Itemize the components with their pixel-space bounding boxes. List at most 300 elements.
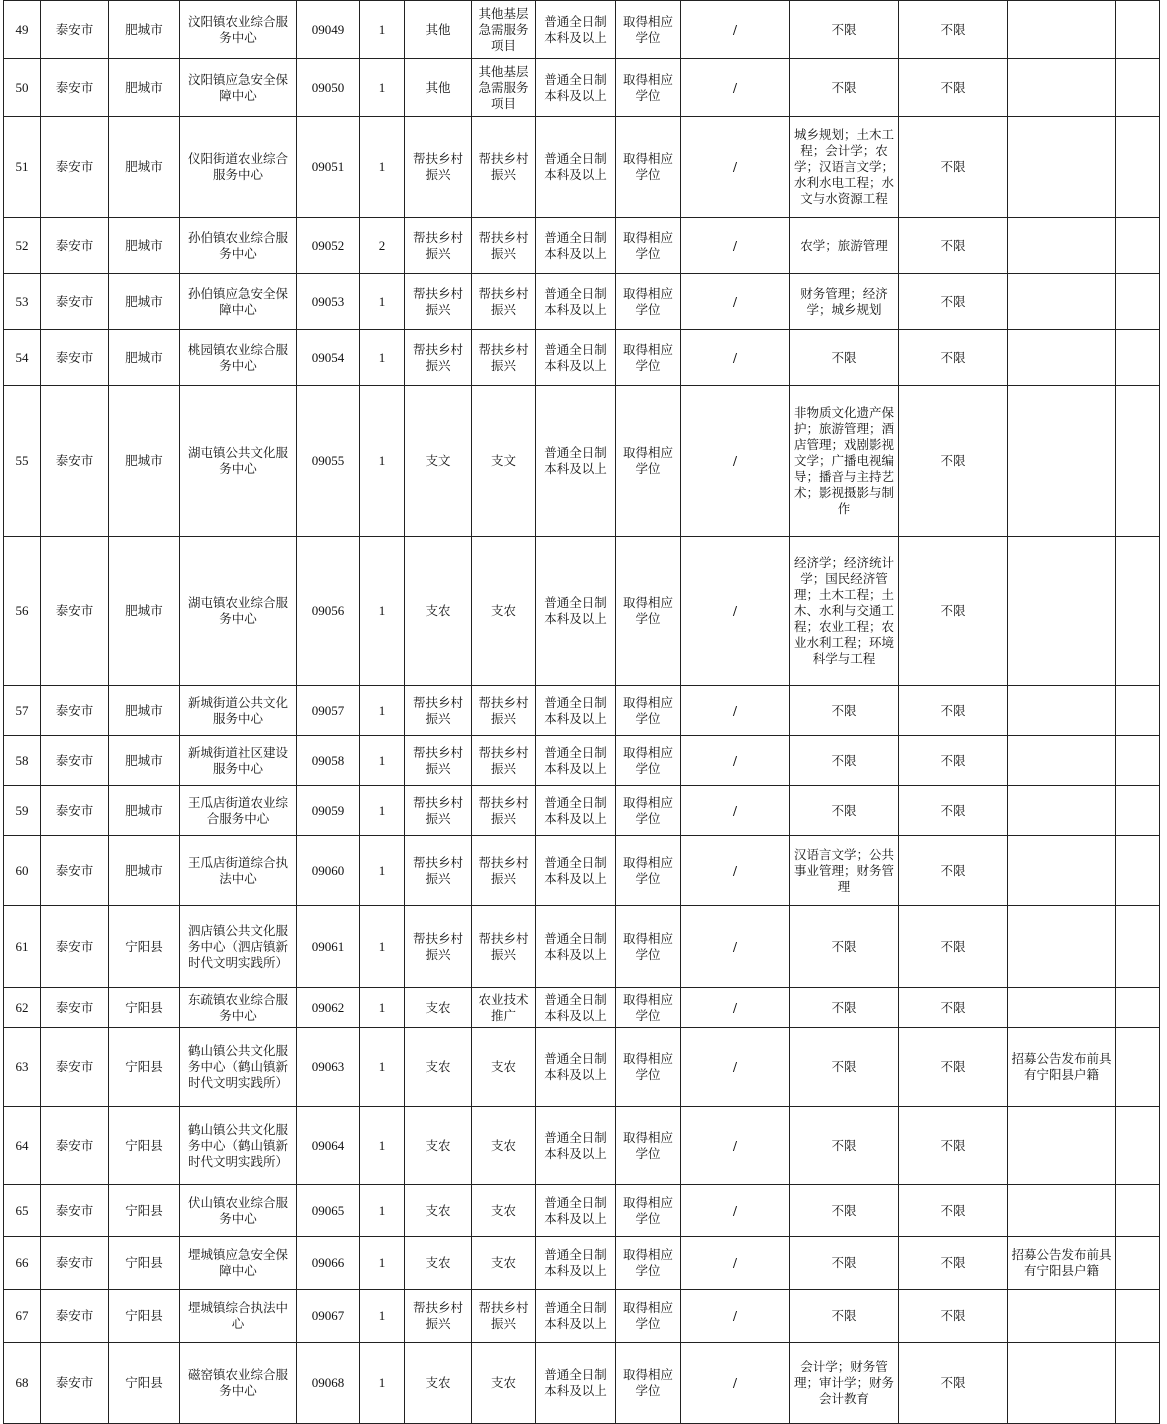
unit-cell: 泗店镇公共文化服务中心（泗店镇新时代文明实践所） xyxy=(180,906,297,988)
blank-cell xyxy=(1116,330,1160,386)
post-name-cell: 帮扶乡村振兴 xyxy=(472,786,536,836)
degree-cell: 取得相应学位 xyxy=(616,274,681,330)
city-cell: 泰安市 xyxy=(41,218,109,274)
unit-cell: 汶阳镇应急安全保障中心 xyxy=(180,59,297,117)
note-cell xyxy=(1008,386,1116,537)
other-requirement-cell: 不限 xyxy=(899,836,1008,906)
row-number: 65 xyxy=(4,1185,41,1237)
post-type-cell: 帮扶乡村振兴 xyxy=(405,274,472,330)
degree-cell: 取得相应学位 xyxy=(616,1237,681,1290)
note-cell xyxy=(1008,1290,1116,1343)
post-type-cell: 支农 xyxy=(405,988,472,1028)
table-row xyxy=(4,537,1160,686)
slash-cell: / xyxy=(681,736,790,786)
county-cell: 宁阳县 xyxy=(109,1343,180,1424)
blank-cell xyxy=(1116,1,1160,59)
table-row xyxy=(4,1185,1160,1237)
post-type-cell: 帮扶乡村振兴 xyxy=(405,1290,472,1343)
note-cell xyxy=(1008,988,1116,1028)
city-cell: 泰安市 xyxy=(41,1,109,59)
other-requirement-cell: 不限 xyxy=(899,1290,1008,1343)
note-cell: 招募公告发布前具有宁阳县户籍 xyxy=(1008,1028,1116,1107)
other-requirement-cell: 不限 xyxy=(899,1185,1008,1237)
row-number: 60 xyxy=(4,836,41,906)
unit-cell: 新城街道社区建设服务中心 xyxy=(180,736,297,786)
city-cell: 泰安市 xyxy=(41,330,109,386)
county-cell: 肥城市 xyxy=(109,537,180,686)
major-cell: 经济学；经济统计学；国民经济管理；土木工程；土木、水利与交通工程；农业工程；农业水利工程；环境科学与工程 xyxy=(790,537,899,686)
county-cell: 肥城市 xyxy=(109,686,180,736)
row-number: 51 xyxy=(4,117,41,218)
slash-cell: / xyxy=(681,1185,790,1237)
row-number: 57 xyxy=(4,686,41,736)
education-cell: 普通全日制本科及以上 xyxy=(536,736,616,786)
headcount-cell: 1 xyxy=(360,1290,405,1343)
city-cell: 泰安市 xyxy=(41,988,109,1028)
post-code-cell: 09068 xyxy=(297,1343,360,1424)
education-cell: 普通全日制本科及以上 xyxy=(536,537,616,686)
other-requirement-cell: 不限 xyxy=(899,274,1008,330)
blank-cell xyxy=(1116,736,1160,786)
headcount-cell: 1 xyxy=(360,59,405,117)
post-name-cell: 帮扶乡村振兴 xyxy=(472,274,536,330)
note-cell xyxy=(1008,1185,1116,1237)
education-cell: 普通全日制本科及以上 xyxy=(536,330,616,386)
city-cell: 泰安市 xyxy=(41,836,109,906)
county-cell: 肥城市 xyxy=(109,1,180,59)
other-requirement-cell: 不限 xyxy=(899,537,1008,686)
city-cell: 泰安市 xyxy=(41,386,109,537)
blank-cell xyxy=(1116,1107,1160,1185)
other-requirement-cell: 不限 xyxy=(899,59,1008,117)
note-cell xyxy=(1008,218,1116,274)
note-cell xyxy=(1008,59,1116,117)
table-row xyxy=(4,1107,1160,1185)
post-name-cell: 支农 xyxy=(472,537,536,686)
post-type-cell: 帮扶乡村振兴 xyxy=(405,117,472,218)
row-number: 53 xyxy=(4,274,41,330)
slash-cell: / xyxy=(681,1,790,59)
slash-cell: / xyxy=(681,786,790,836)
degree-cell: 取得相应学位 xyxy=(616,1185,681,1237)
slash-cell: / xyxy=(681,218,790,274)
table-row xyxy=(4,386,1160,537)
degree-cell: 取得相应学位 xyxy=(616,1028,681,1107)
degree-cell: 取得相应学位 xyxy=(616,988,681,1028)
row-number: 58 xyxy=(4,736,41,786)
note-cell xyxy=(1008,836,1116,906)
table-row xyxy=(4,330,1160,386)
city-cell: 泰安市 xyxy=(41,59,109,117)
post-type-cell: 支文 xyxy=(405,386,472,537)
table-row xyxy=(4,906,1160,988)
other-requirement-cell: 不限 xyxy=(899,988,1008,1028)
unit-cell: 王瓜店街道综合执法中心 xyxy=(180,836,297,906)
city-cell: 泰安市 xyxy=(41,274,109,330)
post-code-cell: 09058 xyxy=(297,736,360,786)
row-number: 67 xyxy=(4,1290,41,1343)
note-cell xyxy=(1008,736,1116,786)
education-cell: 普通全日制本科及以上 xyxy=(536,1237,616,1290)
county-cell: 肥城市 xyxy=(109,786,180,836)
post-name-cell: 帮扶乡村振兴 xyxy=(472,1290,536,1343)
city-cell: 泰安市 xyxy=(41,1028,109,1107)
major-cell: 不限 xyxy=(790,1237,899,1290)
county-cell: 肥城市 xyxy=(109,218,180,274)
county-cell: 宁阳县 xyxy=(109,1290,180,1343)
county-cell: 宁阳县 xyxy=(109,988,180,1028)
blank-cell xyxy=(1116,1237,1160,1290)
post-name-cell: 帮扶乡村振兴 xyxy=(472,736,536,786)
row-number: 59 xyxy=(4,786,41,836)
city-cell: 泰安市 xyxy=(41,537,109,686)
table-row xyxy=(4,274,1160,330)
headcount-cell: 1 xyxy=(360,686,405,736)
degree-cell: 取得相应学位 xyxy=(616,1343,681,1424)
degree-cell: 取得相应学位 xyxy=(616,836,681,906)
slash-cell: / xyxy=(681,686,790,736)
blank-cell xyxy=(1116,906,1160,988)
city-cell: 泰安市 xyxy=(41,1237,109,1290)
education-cell: 普通全日制本科及以上 xyxy=(536,906,616,988)
other-requirement-cell: 不限 xyxy=(899,117,1008,218)
headcount-cell: 1 xyxy=(360,786,405,836)
degree-cell: 取得相应学位 xyxy=(616,330,681,386)
post-type-cell: 支农 xyxy=(405,537,472,686)
city-cell: 泰安市 xyxy=(41,786,109,836)
post-type-cell: 支农 xyxy=(405,1343,472,1424)
county-cell: 肥城市 xyxy=(109,736,180,786)
county-cell: 肥城市 xyxy=(109,330,180,386)
unit-cell: 鹤山镇公共文化服务中心（鹤山镇新时代文明实践所） xyxy=(180,1028,297,1107)
education-cell: 普通全日制本科及以上 xyxy=(536,1,616,59)
degree-cell: 取得相应学位 xyxy=(616,1107,681,1185)
education-cell: 普通全日制本科及以上 xyxy=(536,59,616,117)
post-type-cell: 帮扶乡村振兴 xyxy=(405,218,472,274)
blank-cell xyxy=(1116,836,1160,906)
post-code-cell: 09062 xyxy=(297,988,360,1028)
row-number: 64 xyxy=(4,1107,41,1185)
education-cell: 普通全日制本科及以上 xyxy=(536,1185,616,1237)
blank-cell xyxy=(1116,274,1160,330)
post-name-cell: 其他基层急需服务项目 xyxy=(472,1,536,59)
education-cell: 普通全日制本科及以上 xyxy=(536,1028,616,1107)
education-cell: 普通全日制本科及以上 xyxy=(536,117,616,218)
degree-cell: 取得相应学位 xyxy=(616,786,681,836)
unit-cell: 鹤山镇公共文化服务中心（鹤山镇新时代文明实践所） xyxy=(180,1107,297,1185)
major-cell: 农学；旅游管理 xyxy=(790,218,899,274)
headcount-cell: 1 xyxy=(360,330,405,386)
county-cell: 宁阳县 xyxy=(109,1028,180,1107)
blank-cell xyxy=(1116,1185,1160,1237)
headcount-cell: 1 xyxy=(360,1185,405,1237)
city-cell: 泰安市 xyxy=(41,1290,109,1343)
blank-cell xyxy=(1116,1028,1160,1107)
table-row xyxy=(4,1343,1160,1424)
slash-cell: / xyxy=(681,1290,790,1343)
major-cell: 不限 xyxy=(790,1107,899,1185)
headcount-cell: 1 xyxy=(360,836,405,906)
education-cell: 普通全日制本科及以上 xyxy=(536,1107,616,1185)
city-cell: 泰安市 xyxy=(41,1107,109,1185)
row-number: 62 xyxy=(4,988,41,1028)
education-cell: 普通全日制本科及以上 xyxy=(536,1343,616,1424)
unit-cell: 汶阳镇农业综合服务中心 xyxy=(180,1,297,59)
degree-cell: 取得相应学位 xyxy=(616,386,681,537)
major-cell: 会计学；财务管理；审计学；财务会计教育 xyxy=(790,1343,899,1424)
post-name-cell: 帮扶乡村振兴 xyxy=(472,686,536,736)
other-requirement-cell: 不限 xyxy=(899,736,1008,786)
degree-cell: 取得相应学位 xyxy=(616,1290,681,1343)
note-cell xyxy=(1008,330,1116,386)
blank-cell xyxy=(1116,786,1160,836)
post-name-cell: 帮扶乡村振兴 xyxy=(472,906,536,988)
slash-cell: / xyxy=(681,1028,790,1107)
post-name-cell: 支农 xyxy=(472,1107,536,1185)
unit-cell: 孙伯镇农业综合服务中心 xyxy=(180,218,297,274)
headcount-cell: 1 xyxy=(360,274,405,330)
degree-cell: 取得相应学位 xyxy=(616,906,681,988)
positions-table xyxy=(3,0,1160,1424)
post-code-cell: 09066 xyxy=(297,1237,360,1290)
row-number: 56 xyxy=(4,537,41,686)
county-cell: 肥城市 xyxy=(109,274,180,330)
post-code-cell: 09064 xyxy=(297,1107,360,1185)
county-cell: 肥城市 xyxy=(109,836,180,906)
unit-cell: 湖屯镇公共文化服务中心 xyxy=(180,386,297,537)
blank-cell xyxy=(1116,59,1160,117)
post-name-cell: 支农 xyxy=(472,1028,536,1107)
table-row xyxy=(4,117,1160,218)
post-code-cell: 09056 xyxy=(297,537,360,686)
unit-cell: 桃园镇农业综合服务中心 xyxy=(180,330,297,386)
city-cell: 泰安市 xyxy=(41,1343,109,1424)
blank-cell xyxy=(1116,537,1160,686)
table-row xyxy=(4,988,1160,1028)
city-cell: 泰安市 xyxy=(41,117,109,218)
slash-cell: / xyxy=(681,836,790,906)
unit-cell: 孙伯镇应急安全保障中心 xyxy=(180,274,297,330)
headcount-cell: 1 xyxy=(360,988,405,1028)
post-code-cell: 09063 xyxy=(297,1028,360,1107)
education-cell: 普通全日制本科及以上 xyxy=(536,218,616,274)
post-code-cell: 09049 xyxy=(297,1,360,59)
city-cell: 泰安市 xyxy=(41,1185,109,1237)
education-cell: 普通全日制本科及以上 xyxy=(536,988,616,1028)
table-row xyxy=(4,686,1160,736)
county-cell: 宁阳县 xyxy=(109,906,180,988)
major-cell: 不限 xyxy=(790,686,899,736)
other-requirement-cell: 不限 xyxy=(899,906,1008,988)
slash-cell: / xyxy=(681,537,790,686)
headcount-cell: 1 xyxy=(360,1237,405,1290)
slash-cell: / xyxy=(681,330,790,386)
row-number: 61 xyxy=(4,906,41,988)
row-number: 52 xyxy=(4,218,41,274)
post-code-cell: 09053 xyxy=(297,274,360,330)
other-requirement-cell: 不限 xyxy=(899,686,1008,736)
unit-cell: 伏山镇农业综合服务中心 xyxy=(180,1185,297,1237)
county-cell: 肥城市 xyxy=(109,59,180,117)
education-cell: 普通全日制本科及以上 xyxy=(536,386,616,537)
city-cell: 泰安市 xyxy=(41,686,109,736)
headcount-cell: 1 xyxy=(360,1343,405,1424)
other-requirement-cell: 不限 xyxy=(899,330,1008,386)
post-type-cell: 帮扶乡村振兴 xyxy=(405,786,472,836)
major-cell: 不限 xyxy=(790,988,899,1028)
blank-cell xyxy=(1116,988,1160,1028)
other-requirement-cell: 不限 xyxy=(899,1343,1008,1424)
note-cell xyxy=(1008,1107,1116,1185)
slash-cell: / xyxy=(681,988,790,1028)
headcount-cell: 2 xyxy=(360,218,405,274)
blank-cell xyxy=(1116,117,1160,218)
slash-cell: / xyxy=(681,117,790,218)
table-row xyxy=(4,59,1160,117)
table-row xyxy=(4,218,1160,274)
major-cell: 不限 xyxy=(790,59,899,117)
note-cell xyxy=(1008,274,1116,330)
unit-cell: 东疏镇农业综合服务中心 xyxy=(180,988,297,1028)
note-cell: 招募公告发布前具有宁阳县户籍 xyxy=(1008,1237,1116,1290)
post-type-cell: 帮扶乡村振兴 xyxy=(405,906,472,988)
post-type-cell: 帮扶乡村振兴 xyxy=(405,686,472,736)
table-row xyxy=(4,1237,1160,1290)
post-code-cell: 09052 xyxy=(297,218,360,274)
post-type-cell: 支农 xyxy=(405,1237,472,1290)
post-name-cell: 支文 xyxy=(472,386,536,537)
other-requirement-cell: 不限 xyxy=(899,786,1008,836)
major-cell: 不限 xyxy=(790,786,899,836)
post-code-cell: 09059 xyxy=(297,786,360,836)
education-cell: 普通全日制本科及以上 xyxy=(536,686,616,736)
table-row xyxy=(4,1,1160,59)
other-requirement-cell: 不限 xyxy=(899,1,1008,59)
county-cell: 肥城市 xyxy=(109,117,180,218)
other-requirement-cell: 不限 xyxy=(899,218,1008,274)
post-code-cell: 09050 xyxy=(297,59,360,117)
post-code-cell: 09054 xyxy=(297,330,360,386)
slash-cell: / xyxy=(681,1107,790,1185)
education-cell: 普通全日制本科及以上 xyxy=(536,274,616,330)
post-type-cell: 支农 xyxy=(405,1028,472,1107)
slash-cell: / xyxy=(681,1237,790,1290)
post-name-cell: 其他基层急需服务项目 xyxy=(472,59,536,117)
degree-cell: 取得相应学位 xyxy=(616,218,681,274)
headcount-cell: 1 xyxy=(360,1107,405,1185)
post-type-cell: 支农 xyxy=(405,1107,472,1185)
major-cell: 非物质文化遗产保护；旅游管理；酒店管理；戏剧影视文学；广播电视编导；播音与主持艺术；影视摄影与制作 xyxy=(790,386,899,537)
other-requirement-cell: 不限 xyxy=(899,1028,1008,1107)
education-cell: 普通全日制本科及以上 xyxy=(536,1290,616,1343)
major-cell: 不限 xyxy=(790,1185,899,1237)
post-name-cell: 帮扶乡村振兴 xyxy=(472,117,536,218)
slash-cell: / xyxy=(681,59,790,117)
blank-cell xyxy=(1116,1290,1160,1343)
post-type-cell: 帮扶乡村振兴 xyxy=(405,736,472,786)
major-cell: 不限 xyxy=(790,1028,899,1107)
note-cell xyxy=(1008,906,1116,988)
other-requirement-cell: 不限 xyxy=(899,1107,1008,1185)
note-cell xyxy=(1008,786,1116,836)
headcount-cell: 1 xyxy=(360,736,405,786)
post-name-cell: 帮扶乡村振兴 xyxy=(472,836,536,906)
education-cell: 普通全日制本科及以上 xyxy=(536,836,616,906)
major-cell: 不限 xyxy=(790,330,899,386)
table-row xyxy=(4,736,1160,786)
note-cell xyxy=(1008,1,1116,59)
row-number: 50 xyxy=(4,59,41,117)
post-name-cell: 支农 xyxy=(472,1237,536,1290)
major-cell: 不限 xyxy=(790,906,899,988)
major-cell: 不限 xyxy=(790,1290,899,1343)
note-cell xyxy=(1008,537,1116,686)
city-cell: 泰安市 xyxy=(41,906,109,988)
row-number: 55 xyxy=(4,386,41,537)
headcount-cell: 1 xyxy=(360,1028,405,1107)
table-row xyxy=(4,786,1160,836)
degree-cell: 取得相应学位 xyxy=(616,59,681,117)
post-code-cell: 09057 xyxy=(297,686,360,736)
slash-cell: / xyxy=(681,274,790,330)
other-requirement-cell: 不限 xyxy=(899,1237,1008,1290)
post-code-cell: 09065 xyxy=(297,1185,360,1237)
row-number: 49 xyxy=(4,1,41,59)
post-name-cell: 支农 xyxy=(472,1185,536,1237)
unit-cell: 王瓜店街道农业综合服务中心 xyxy=(180,786,297,836)
table-body xyxy=(4,1,1160,1424)
unit-cell: 新城街道公共文化服务中心 xyxy=(180,686,297,736)
post-code-cell: 09061 xyxy=(297,906,360,988)
degree-cell: 取得相应学位 xyxy=(616,537,681,686)
post-type-cell: 帮扶乡村振兴 xyxy=(405,330,472,386)
headcount-cell: 1 xyxy=(360,1,405,59)
post-code-cell: 09060 xyxy=(297,836,360,906)
degree-cell: 取得相应学位 xyxy=(616,1,681,59)
degree-cell: 取得相应学位 xyxy=(616,736,681,786)
unit-cell: 堽城镇应急安全保障中心 xyxy=(180,1237,297,1290)
county-cell: 宁阳县 xyxy=(109,1185,180,1237)
major-cell: 不限 xyxy=(790,736,899,786)
major-cell: 不限 xyxy=(790,1,899,59)
table-row xyxy=(4,1290,1160,1343)
note-cell xyxy=(1008,686,1116,736)
blank-cell xyxy=(1116,1343,1160,1424)
unit-cell: 磁窑镇农业综合服务中心 xyxy=(180,1343,297,1424)
education-cell: 普通全日制本科及以上 xyxy=(536,786,616,836)
table-row xyxy=(4,836,1160,906)
headcount-cell: 1 xyxy=(360,117,405,218)
other-requirement-cell: 不限 xyxy=(899,386,1008,537)
slash-cell: / xyxy=(681,906,790,988)
blank-cell xyxy=(1116,218,1160,274)
unit-cell: 堽城镇综合执法中心 xyxy=(180,1290,297,1343)
county-cell: 宁阳县 xyxy=(109,1237,180,1290)
post-code-cell: 09055 xyxy=(297,386,360,537)
headcount-cell: 1 xyxy=(360,906,405,988)
post-code-cell: 09051 xyxy=(297,117,360,218)
county-cell: 宁阳县 xyxy=(109,1107,180,1185)
slash-cell: / xyxy=(681,386,790,537)
unit-cell: 仪阳街道农业综合服务中心 xyxy=(180,117,297,218)
headcount-cell: 1 xyxy=(360,386,405,537)
note-cell xyxy=(1008,117,1116,218)
post-name-cell: 帮扶乡村振兴 xyxy=(472,218,536,274)
table-row xyxy=(4,1028,1160,1107)
post-code-cell: 09067 xyxy=(297,1290,360,1343)
row-number: 63 xyxy=(4,1028,41,1107)
unit-cell: 湖屯镇农业综合服务中心 xyxy=(180,537,297,686)
